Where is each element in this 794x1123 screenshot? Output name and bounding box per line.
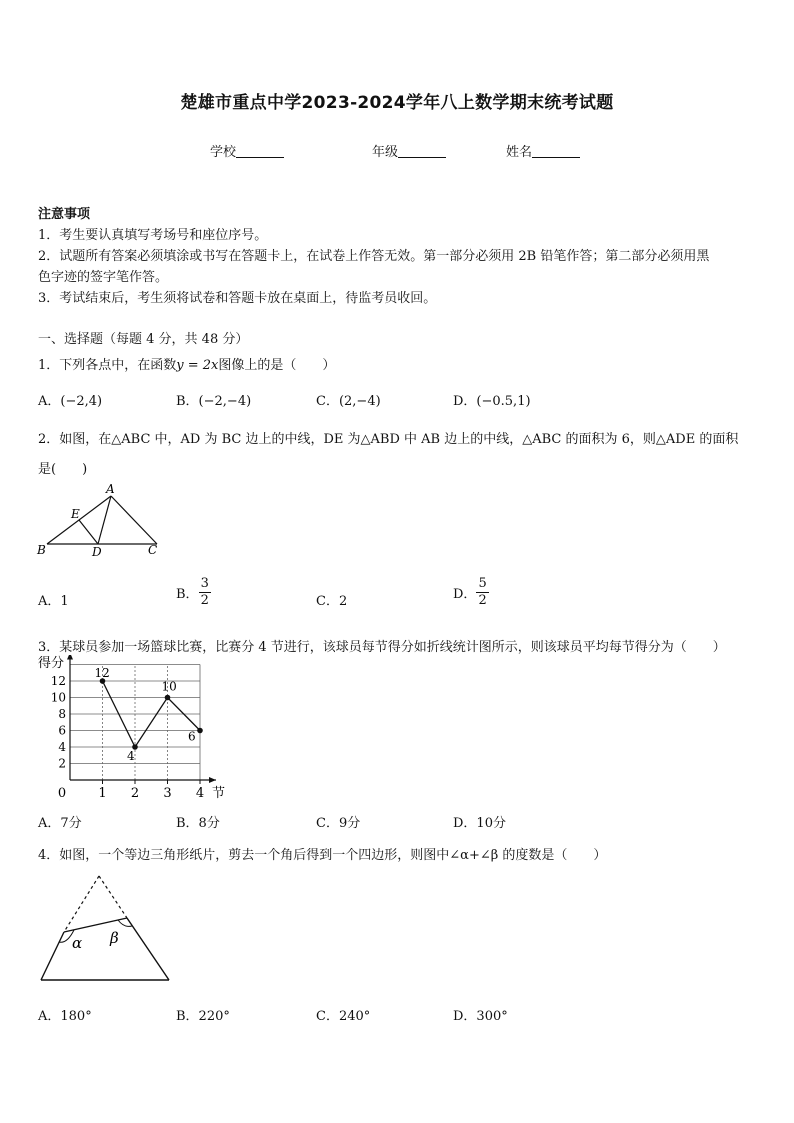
cut-triangle-figure	[38, 870, 178, 988]
chart-ticks	[51, 674, 204, 801]
grade-field[interactable]	[372, 141, 446, 160]
q1-option-a[interactable]: A．(−2,4)	[38, 394, 103, 409]
q3-option-d[interactable]: D．10分	[453, 816, 506, 831]
y-axis-arrow	[67, 655, 73, 660]
note-item: 1．考生要认真填写考场号和座位序号。	[38, 228, 268, 243]
function-expression: y = 2x	[176, 358, 219, 373]
q2-option-d[interactable]: D． $\frac{5}{2}$	[453, 576, 487, 608]
data-label: 10	[161, 679, 177, 694]
y-tick-label: 10	[50, 690, 66, 705]
y-tick-label: 8	[58, 707, 66, 721]
data-point	[165, 695, 171, 701]
name-field[interactable]	[506, 141, 580, 160]
q1-option-b[interactable]: B．(−2,−4)	[176, 394, 252, 409]
label-c: C	[148, 543, 158, 557]
y-tick-label: 2	[58, 756, 66, 771]
q3-option-c[interactable]: C．9分	[316, 816, 361, 831]
x-axis-title: 节	[212, 786, 226, 801]
x-tick-label: 0	[57, 786, 67, 801]
question-2-stem-cont: 是( )	[38, 462, 88, 477]
x-tick-label: 4	[195, 786, 205, 801]
chart-series	[95, 666, 203, 763]
school-field[interactable]	[210, 141, 284, 160]
data-label: 4	[127, 749, 135, 763]
school-blank[interactable]	[236, 144, 284, 158]
question-1-stem: 1．下列各点中，在函数y = 2x图像上的是（ ）	[38, 358, 336, 373]
x-tick-label: 1	[98, 786, 107, 801]
q3-option-b[interactable]: B．8分	[176, 816, 220, 831]
beta-label: β	[110, 929, 119, 947]
grid-lines	[70, 665, 200, 781]
data-label: 12	[94, 666, 110, 680]
y-tick-label: 6	[58, 723, 66, 738]
x-tick-label: 2	[130, 786, 140, 801]
score-line-chart	[38, 655, 238, 805]
y-axis-title: 得分	[38, 656, 65, 671]
fraction: $\frac{5}{2}$	[478, 576, 487, 608]
data-point	[197, 728, 203, 734]
note-item: 3．考试结束后，考生须将试卷和答题卡放在桌面上，待监考员收回。	[38, 291, 437, 306]
q4-option-d[interactable]: D．300°	[453, 1009, 508, 1024]
name-blank[interactable]	[532, 144, 580, 158]
notes-heading: 注意事项	[38, 207, 91, 222]
fraction: $\frac{3}{2}$	[200, 576, 209, 608]
note-item: 色字迹的签字笔作答。	[38, 270, 169, 285]
grade-blank[interactable]	[398, 144, 446, 158]
triangle-abd-figure	[32, 480, 172, 560]
q3-option-a[interactable]: A．7分	[38, 816, 82, 831]
x-axis-arrow	[209, 777, 216, 783]
q4-option-c[interactable]: C．240°	[316, 1009, 371, 1024]
x-tick-label: 3	[163, 786, 172, 801]
data-label: 6	[188, 729, 196, 744]
label-b: B	[37, 543, 46, 557]
q2-option-a[interactable]: A．1	[38, 594, 69, 609]
question-4-stem: 4．如图，一个等边三角形纸片，剪去一个角后得到一个四边形，则图中∠α+∠β 的度数是（ ）	[38, 848, 607, 863]
grade-label: 年级	[372, 145, 399, 160]
section-heading: 一、选择题（每题 4 分，共 48 分）	[38, 332, 249, 347]
y-tick-label: 4	[58, 740, 66, 754]
q1-option-c[interactable]: C．(2,−4)	[316, 394, 381, 409]
name-label: 姓名	[506, 145, 533, 160]
question-2-stem: 2．如图，在△ABC 中，AD 为 BC 边上的中线，DE 为△ABD 中 AB 边上的中线，△ABC 的面积为 6，则△ADE 的面积	[38, 432, 739, 447]
note-item: 2．试题所有答案必须填涂或书写在答题卡上，在试卷上作答无效。第一部分必须用 2B 铅笔作答；第二部分必须用黑	[38, 249, 710, 264]
q2-option-b[interactable]: B． $\frac{3}{2}$	[176, 576, 209, 608]
label-e: E	[71, 507, 80, 521]
label-a: A	[106, 482, 115, 496]
question-3-stem: 3．某球员参加一场篮球比赛，比赛分 4 节进行，该球员每节得分如折线统计图所示，则该球员平均每节得分为（ ）	[38, 640, 726, 655]
label-d: D	[92, 545, 102, 559]
school-label: 学校	[210, 145, 237, 160]
page-title: 楚雄市重点中学2023-2024学年八上数学期末统考试题	[180, 93, 614, 113]
q4-option-b[interactable]: B．220°	[176, 1009, 230, 1024]
alpha-label: α	[72, 934, 83, 952]
q2-option-c[interactable]: C．2	[316, 594, 348, 609]
q4-option-a[interactable]: A．180°	[38, 1009, 92, 1024]
y-tick-label: 12	[50, 674, 66, 688]
q1-option-d[interactable]: D．(−0.5,1)	[453, 394, 531, 409]
